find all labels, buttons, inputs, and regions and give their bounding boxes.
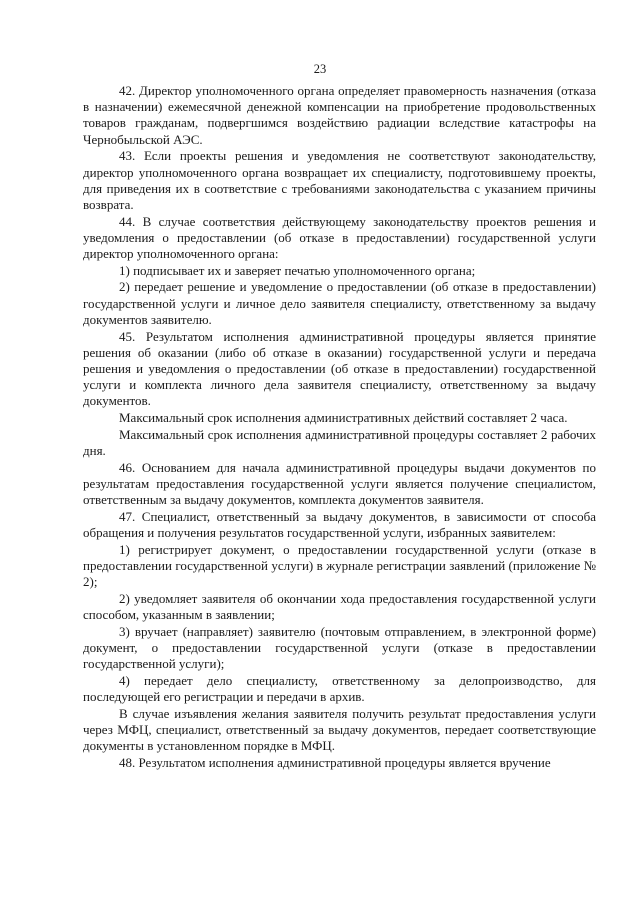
paragraph-max-term-actions: Максимальный срок исполнения административных действий составляет 2 часа.	[119, 410, 568, 426]
paragraph-47-item-3: 3) вручает (направляет) заявителю (почтовым отправлением, в электронной форме) документ, о предоставлении государственной услуги (отказе в предоставлении государственной услуги);	[83, 623, 596, 672]
paragraph-47-item-1: 1) регистрирует документ, о предоставлении государственной услуги (отказе в предоставлении государственной услуги) в журнале регистрации заявлений (приложение № 2);	[83, 541, 596, 590]
paragraph-47-item-2: 2) уведомляет заявителя об окончании хода предоставления государственной услуги способом, указанным в заявлении;	[83, 590, 596, 622]
paragraph-mfc: В случае изъявления желания заявителя получить результат предоставления услуги через МФЦ, специалист, ответственный за выдачу документов, передает соответствующие документы в установленном порядке в МФЦ.	[83, 705, 596, 754]
paragraph-44: 44. В случае соответствия действующему законодательству проектов решения и уведомления о предоставлении (об отказе в предоставлении) государственной услуги директор уполномоченного органа:	[83, 213, 596, 262]
paragraph-max-term-procedure: Максимальный срок исполнения административной процедуры составляет 2 рабочих дня.	[83, 426, 596, 458]
page-number: 23	[313, 62, 327, 76]
paragraph-44-item-1: 1) подписывает их и заверяет печатью уполномоченного органа;	[119, 262, 476, 278]
paragraph-44-item-2: 2) передает решение и уведомление о предоставлении (об отказе в предоставлении) государственной услуги и личное дело заявителя специалисту, ответственному за выдачу документов заявителю.	[83, 279, 596, 327]
paragraph-47: 47. Специалист, ответственный за выдачу документов, в зависимости от способа обращения и получения результатов государственной услуги, избранных заявителем:	[83, 508, 596, 540]
paragraph-43: 43. Если проекты решения и уведомления не соответствуют законодательству, директор уполномоченного органа возвращает их специалисту, подготовившему проекты, для приведения их в соответствие с требованиями законодательства с указанием причины возврата.	[83, 148, 596, 212]
document-body	[83, 83, 596, 772]
paragraph-45: 45. Результатом исполнения административной процедуры является принятие решения об оказании (либо об отказе в оказании) государственной услуги и передача решения и уведомления о предоставлении (об отказе в предоставлении) государственной услуги и комплекта личного дела заявителя специалисту, ответственному за выдачу документов.	[83, 328, 596, 409]
paragraph-46: 46. Основанием для начала административной процедуры выдачи документов по результатам предоставления государственной услуги является получение специалистом, ответственным за выдачу документов, комплекта документов заявителя.	[83, 459, 596, 508]
paragraph-48: 48. Результатом исполнения административной процедуры является вручение	[119, 754, 551, 770]
paragraph-42: 42. Директор уполномоченного органа определяет правомерность назначения (отказа в назначении) ежемесячной денежной компенсации на приобретение продовольственных товаров гражданам, подвергшимся воздействию радиации вследствие катастрофы на Чернобыльской АЭС.	[83, 83, 596, 147]
paragraph-47-item-4: 4) передает дело специалисту, ответственному за делопроизводство, для последующей его регистрации и передачи в архив.	[83, 672, 596, 705]
